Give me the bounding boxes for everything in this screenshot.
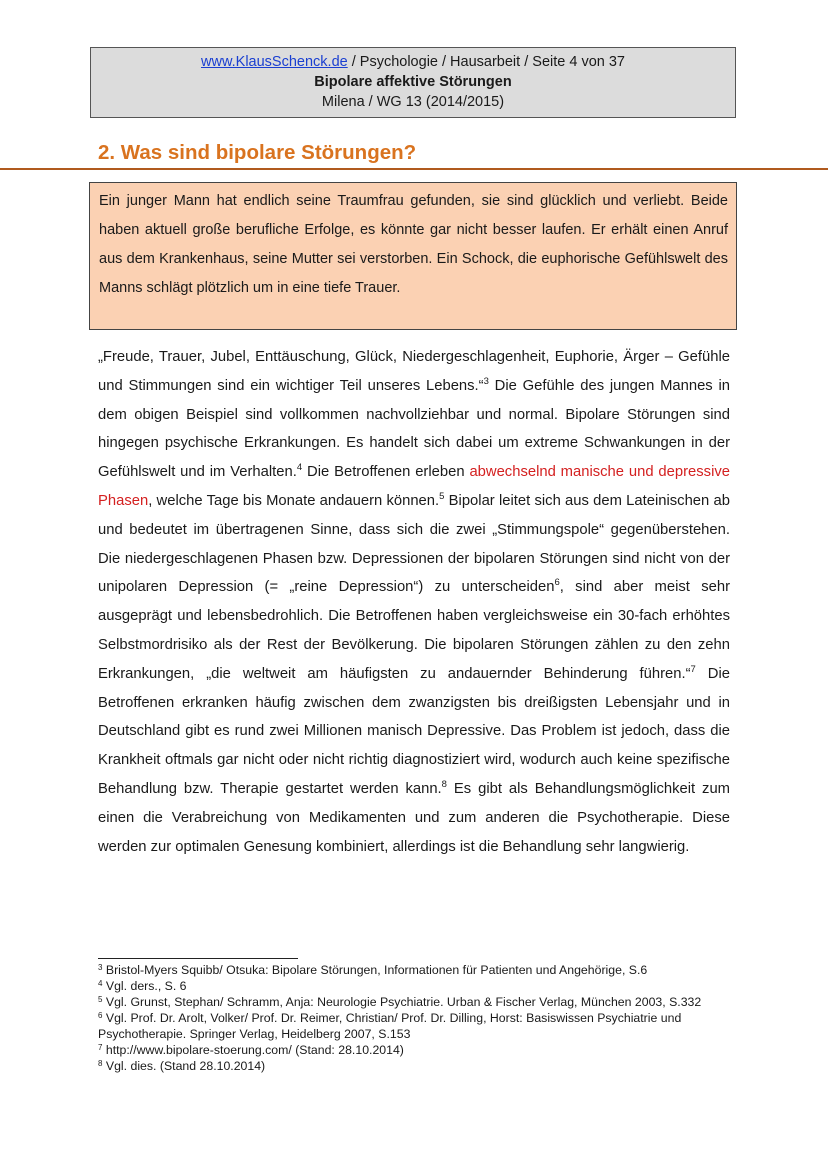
body-text-8: Es gibt als Behandlungsmöglichkeit zum einen die Verabreichung von Medikamenten und zum anderen die Psychotherapie. Diese werden zur optimalen Genesung kombiniert, allerdings ist die Behandlung sehr langwierig. [98,780,730,855]
footnote-number: 5 [98,995,103,1004]
footnote-number: 4 [98,979,103,988]
document-author: Milena / WG 13 (2014/2015) [321,94,505,110]
footnote-item [98,978,730,994]
heading-divider [0,168,828,170]
footnote-divider [98,958,298,959]
footnote-item [98,1058,730,1074]
body-text-6: , sind aber meist sehr ausgeprägt und lebensbedrohlich. Die Betroffenen haben vergleichsweise ein 30-fach erhöhtes Selbstmordrisiko als der Rest der Bevölkerung. Die bipolaren Störungen zählen zu den zehn Erkrankungen, „die weltweit am häufigsten zu andauernder Behinderung führen.“ [98,579,730,682]
footnote-ref-4[interactable]: 4 [296,462,303,474]
footnote-text: Vgl. dies. (Stand 28.10.2014) [102,1059,266,1073]
body-text-7: Die Betroffenen erkranken häufig zwischen dem zwanzigsten bis dreißigsten Lebensjahr und in Deutschland gibt es rund zwei Millionen manisch Depressive. Das Problem ist jedoch, dass die Krankheit oftmals gar nicht oder nicht richtig diagnostiziert wird, wodurch auch keine spezifische Behandlung bzw. Therapie gestartet werden kann. [98,665,730,797]
footnote-text: Vgl. ders., S. 6 [102,979,187,993]
body-paragraph [98,343,730,861]
site-link[interactable]: www.KlausSchenck.de [201,54,348,70]
body-text-3: Die Betroffenen erleben [302,464,470,481]
body-text-4: , welche Tage bis Monate andauern können. [148,492,440,509]
footnote-ref-3[interactable]: 3 [483,375,489,387]
footnote-text: Vgl. Grunst, Stephan/ Schramm, Anja: Neurologie Psychiatrie. Urban & Fischer Verlag, München 2003, S.332 [102,995,702,1009]
footnote-ref-8[interactable]: 8 [441,778,447,790]
footnote-number: 8 [98,1059,103,1068]
footnote-text: Bristol-Myers Squibb/ Otsuka: Bipolare Störungen, Informationen für Patienten und Angehörige, S.6 [102,963,648,977]
footnote-number: 6 [98,1011,103,1020]
footnote-item [98,1010,730,1042]
body-text-2: Die Gefühle des jungen Mannes in dem obigen Beispiel sind vollkommen nachvollziehbar und normal. Bipolare Störungen sind hingegen psychische Erkrankungen. Es handelt sich dabei um extreme Schwankungen in der Gefühlswelt und im Verhalten. [98,377,730,481]
header-line-1 [91,52,735,72]
body-text-1: „Freude, Trauer, Jubel, Enttäuschung, Glück, Niedergeschlagenheit, Euphorie, Ärger – Gefühle und Stimmungen sind ein wichtiger Teil unseres Lebens.“ [98,349,730,394]
footnote-item [98,994,730,1010]
footnote-ref-6[interactable]: 6 [554,577,560,589]
example-box: Ein junger Mann hat endlich seine Traumfrau gefunden, sie sind glücklich und verliebt. Beide haben aktuell große berufliche Erfolge, es könnte gar nicht besser laufen. Er erhält einen Anruf aus dem Krankenhaus, seine Mutter sei verstorben. Ein Schock, die euphorische Gefühlswelt des Manns schlägt plötzlich um in eine tiefe Trauer. [89,182,737,330]
body-text-5: Bipolar leitet sich aus dem Lateinischen ab und bedeutet im übertragenen Sinne, dass sich die zwei „Stimmungspole“ gegenüberstehen. Die niedergeschlagenen Phasen bzw. Depressionen der bipolaren Störungen sind nicht von der unipolaren Depression (= „reine Depression“) zu unterscheiden [98,492,730,596]
footnote-item [98,1042,730,1058]
footnote-item [98,962,730,978]
header-breadcrumb: / Psychologie / Hausarbeit / Seite 4 von 37 [347,54,625,70]
footnote-text[interactable]: http://www.bipolare-stoerung.com/ (Stand: 28.10.2014) [102,1043,404,1057]
footnotes [98,962,730,1074]
footnote-text: Vgl. Prof. Dr. Arolt, Volker/ Prof. Dr. Reimer, Christian/ Prof. Dr. Dilling, Horst: Basiswissen Psychiatrie und Psychotherapie. Springer Verlag, Heidelberg 2007, S.153 [98,1011,682,1041]
section-heading: 2. Was sind bipolare Störungen? [98,141,417,164]
footnote-ref-5[interactable]: 5 [439,490,445,502]
footnote-number: 3 [98,963,103,972]
highlighted-phrase: abwechselnd manische und depressive Phasen [98,464,730,509]
page-header [90,47,736,118]
footnote-number: 7 [98,1043,103,1052]
footnote-ref-7[interactable]: 7 [690,663,696,675]
document-title: Bipolare affektive Störungen [314,74,512,90]
